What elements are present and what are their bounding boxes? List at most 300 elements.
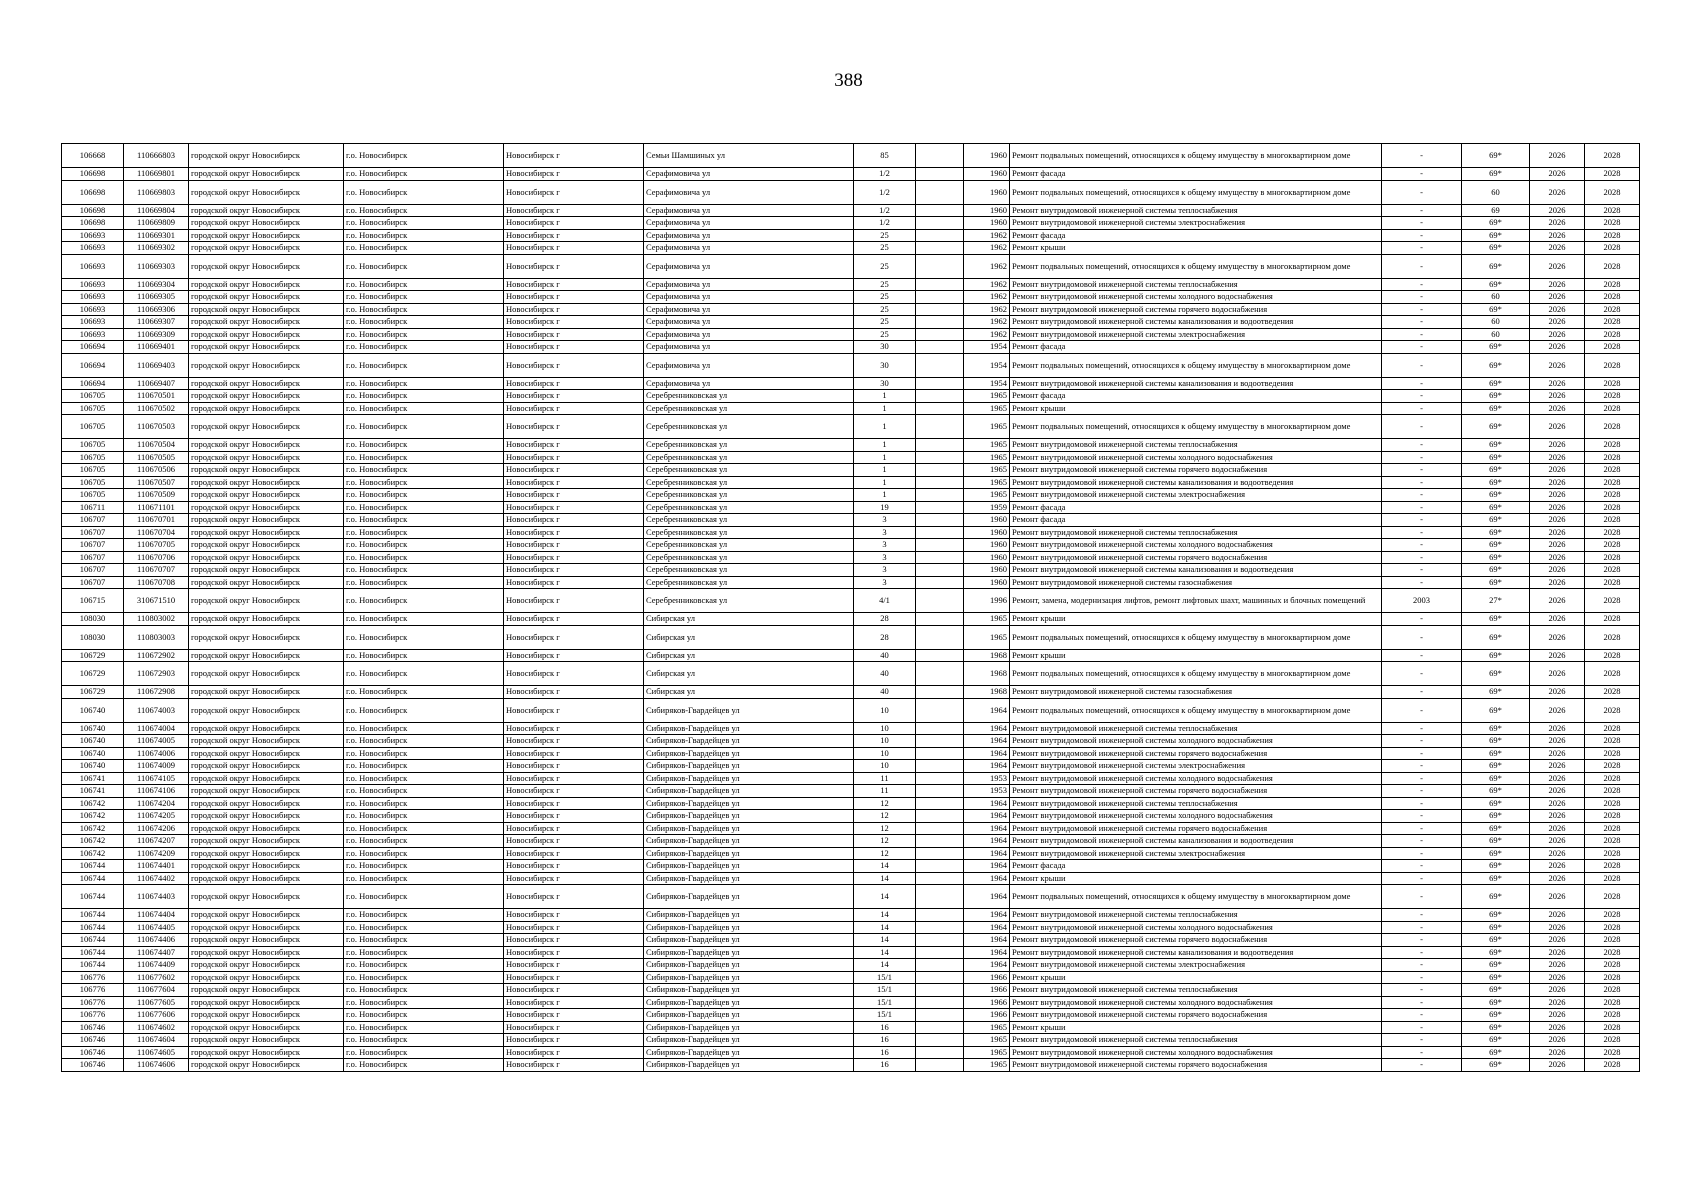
work-type-cell: Ремонт внутридомовой инженерной системы холодного водоснабжения <box>1010 735 1382 748</box>
last-repair-year-cell: - <box>1382 353 1462 377</box>
street-cell: Серафимовича ул <box>644 377 854 390</box>
street-cell: Серафимовича ул <box>644 291 854 304</box>
wear-percent-cell: 69* <box>1462 797 1530 810</box>
house-id-cell: 106705 <box>62 489 124 502</box>
city-cell: Новосибирск г <box>504 698 644 722</box>
building-cell <box>916 291 964 304</box>
work-id-cell: 110674404 <box>124 909 189 922</box>
year-built-cell: 1962 <box>964 291 1010 304</box>
work-type-cell: Ремонт подвальных помещений, относящихся к общему имуществу в многоквартирном доме <box>1010 698 1382 722</box>
work-type-cell: Ремонт фасада <box>1010 501 1382 514</box>
house-id-cell: 106744 <box>62 959 124 972</box>
work-type-cell: Ремонт внутридомовой инженерной системы холодного водоснабжения <box>1010 451 1382 464</box>
house-number-cell: 4/1 <box>854 589 916 613</box>
work-type-cell: Ремонт фасада <box>1010 341 1382 354</box>
settlement-cell: г.о. Новосибирск <box>344 860 504 873</box>
end-year-cell: 2028 <box>1585 785 1640 798</box>
table-row <box>62 797 1640 810</box>
building-cell <box>916 377 964 390</box>
year-built-cell: 1964 <box>964 921 1010 934</box>
work-id-cell: 110670704 <box>124 526 189 539</box>
year-built-cell: 1953 <box>964 785 1010 798</box>
settlement-cell: г.о. Новосибирск <box>344 501 504 514</box>
work-type-cell: Ремонт внутридомовой инженерной системы холодного водоснабжения <box>1010 1046 1382 1059</box>
municipality-cell: городской округ Новосибирск <box>189 576 344 589</box>
work-id-cell: 110671101 <box>124 501 189 514</box>
house-number-cell: 40 <box>854 686 916 699</box>
end-year-cell: 2028 <box>1585 822 1640 835</box>
last-repair-year-cell: - <box>1382 747 1462 760</box>
end-year-cell: 2028 <box>1585 662 1640 686</box>
wear-percent-cell: 69* <box>1462 1059 1530 1072</box>
end-year-cell: 2028 <box>1585 564 1640 577</box>
house-id-cell: 106776 <box>62 1009 124 1022</box>
house-id-cell: 106705 <box>62 415 124 439</box>
year-built-cell: 1966 <box>964 971 1010 984</box>
municipality-cell: городской округ Новосибирск <box>189 242 344 255</box>
end-year-cell: 2028 <box>1585 489 1640 502</box>
last-repair-year-cell: - <box>1382 180 1462 204</box>
start-year-cell: 2026 <box>1530 144 1585 168</box>
municipality-cell: городской округ Новосибирск <box>189 797 344 810</box>
house-number-cell: 14 <box>854 959 916 972</box>
house-id-cell: 106694 <box>62 353 124 377</box>
settlement-cell: г.о. Новосибирск <box>344 613 504 626</box>
table-row <box>62 625 1640 649</box>
house-id-cell: 106729 <box>62 662 124 686</box>
last-repair-year-cell: - <box>1382 242 1462 255</box>
settlement-cell: г.о. Новосибирск <box>344 551 504 564</box>
city-cell: Новосибирск г <box>504 514 644 527</box>
house-number-cell: 3 <box>854 514 916 527</box>
house-number-cell: 14 <box>854 885 916 909</box>
municipality-cell: городской округ Новосибирск <box>189 1021 344 1034</box>
house-id-cell: 106694 <box>62 341 124 354</box>
house-id-cell: 106744 <box>62 921 124 934</box>
start-year-cell: 2026 <box>1530 686 1585 699</box>
work-type-cell: Ремонт внутридомовой инженерной системы канализования и водоотведения <box>1010 564 1382 577</box>
last-repair-year-cell: - <box>1382 341 1462 354</box>
municipality-cell: городской округ Новосибирск <box>189 909 344 922</box>
municipality-cell: городской округ Новосибирск <box>189 934 344 947</box>
last-repair-year-cell: - <box>1382 722 1462 735</box>
work-type-cell: Ремонт внутридомовой инженерной системы электроснабжения <box>1010 760 1382 773</box>
settlement-cell: г.о. Новосибирск <box>344 217 504 230</box>
wear-percent-cell: 69* <box>1462 971 1530 984</box>
last-repair-year-cell: - <box>1382 439 1462 452</box>
start-year-cell: 2026 <box>1530 439 1585 452</box>
end-year-cell: 2028 <box>1585 625 1640 649</box>
settlement-cell: г.о. Новосибирск <box>344 377 504 390</box>
house-id-cell: 106693 <box>62 278 124 291</box>
table-row <box>62 242 1640 255</box>
house-id-cell: 106707 <box>62 551 124 564</box>
year-built-cell: 1960 <box>964 217 1010 230</box>
municipality-cell: городской округ Новосибирск <box>189 501 344 514</box>
year-built-cell: 1960 <box>964 204 1010 217</box>
municipality-cell: городской округ Новосибирск <box>189 204 344 217</box>
last-repair-year-cell: - <box>1382 168 1462 181</box>
start-year-cell: 2026 <box>1530 797 1585 810</box>
last-repair-year-cell: - <box>1382 254 1462 278</box>
settlement-cell: г.о. Новосибирск <box>344 649 504 662</box>
street-cell: Серафимовича ул <box>644 254 854 278</box>
start-year-cell: 2026 <box>1530 822 1585 835</box>
street-cell: Серебренниковская ул <box>644 589 854 613</box>
building-cell <box>916 847 964 860</box>
work-id-cell: 110674003 <box>124 698 189 722</box>
house-number-cell: 25 <box>854 303 916 316</box>
house-number-cell: 15/1 <box>854 984 916 997</box>
wear-percent-cell: 69* <box>1462 551 1530 564</box>
start-year-cell: 2026 <box>1530 860 1585 873</box>
work-type-cell: Ремонт внутридомовой инженерной системы теплоснабжения <box>1010 722 1382 735</box>
work-type-cell: Ремонт внутридомовой инженерной системы теплоснабжения <box>1010 278 1382 291</box>
city-cell: Новосибирск г <box>504 649 644 662</box>
start-year-cell: 2026 <box>1530 735 1585 748</box>
city-cell: Новосибирск г <box>504 564 644 577</box>
house-id-cell: 106707 <box>62 539 124 552</box>
table-row <box>62 1009 1640 1022</box>
building-cell <box>916 353 964 377</box>
work-type-cell: Ремонт крыши <box>1010 872 1382 885</box>
work-type-cell: Ремонт внутридомовой инженерной системы электроснабжения <box>1010 217 1382 230</box>
last-repair-year-cell: - <box>1382 1046 1462 1059</box>
end-year-cell: 2028 <box>1585 539 1640 552</box>
municipality-cell: городской округ Новосибирск <box>189 662 344 686</box>
start-year-cell: 2026 <box>1530 539 1585 552</box>
street-cell: Семьи Шамшиных ул <box>644 144 854 168</box>
wear-percent-cell: 69* <box>1462 722 1530 735</box>
house-number-cell: 14 <box>854 921 916 934</box>
table-row <box>62 489 1640 502</box>
house-id-cell: 106740 <box>62 735 124 748</box>
wear-percent-cell: 69* <box>1462 402 1530 415</box>
settlement-cell: г.о. Новосибирск <box>344 1059 504 1072</box>
street-cell: Серафимовича ул <box>644 341 854 354</box>
end-year-cell: 2028 <box>1585 303 1640 316</box>
year-built-cell: 1954 <box>964 353 1010 377</box>
start-year-cell: 2026 <box>1530 625 1585 649</box>
table-row <box>62 649 1640 662</box>
end-year-cell: 2028 <box>1585 613 1640 626</box>
house-id-cell: 106693 <box>62 328 124 341</box>
last-repair-year-cell: - <box>1382 217 1462 230</box>
house-id-cell: 106698 <box>62 217 124 230</box>
building-cell <box>916 946 964 959</box>
table-row <box>62 735 1640 748</box>
year-built-cell: 1966 <box>964 996 1010 1009</box>
building-cell <box>916 526 964 539</box>
year-built-cell: 1966 <box>964 984 1010 997</box>
wear-percent-cell: 69* <box>1462 229 1530 242</box>
building-cell <box>916 451 964 464</box>
year-built-cell: 1965 <box>964 1059 1010 1072</box>
work-type-cell: Ремонт подвальных помещений, относящихся к общему имуществу в многоквартирном доме <box>1010 254 1382 278</box>
work-id-cell: 110670502 <box>124 402 189 415</box>
table-row <box>62 1046 1640 1059</box>
municipality-cell: городской округ Новосибирск <box>189 144 344 168</box>
year-built-cell: 1965 <box>964 613 1010 626</box>
end-year-cell: 2028 <box>1585 402 1640 415</box>
city-cell: Новосибирск г <box>504 686 644 699</box>
street-cell: Сибиряков-Гвардейцев ул <box>644 772 854 785</box>
year-built-cell: 1962 <box>964 254 1010 278</box>
building-cell <box>916 1059 964 1072</box>
last-repair-year-cell: - <box>1382 847 1462 860</box>
municipality-cell: городской округ Новосибирск <box>189 390 344 403</box>
street-cell: Серебренниковская ул <box>644 402 854 415</box>
settlement-cell: г.о. Новосибирск <box>344 303 504 316</box>
building-cell <box>916 959 964 972</box>
municipality-cell: городской округ Новосибирск <box>189 686 344 699</box>
end-year-cell: 2028 <box>1585 971 1640 984</box>
municipality-cell: городской округ Новосибирск <box>189 402 344 415</box>
street-cell: Сибиряков-Гвардейцев ул <box>644 872 854 885</box>
settlement-cell: г.о. Новосибирск <box>344 1046 504 1059</box>
work-id-cell: 110670504 <box>124 439 189 452</box>
table-row <box>62 464 1640 477</box>
table-row <box>62 514 1640 527</box>
work-id-cell: 110674207 <box>124 835 189 848</box>
year-built-cell: 1964 <box>964 934 1010 947</box>
table-row <box>62 217 1640 230</box>
end-year-cell: 2028 <box>1585 341 1640 354</box>
work-type-cell: Ремонт внутридомовой инженерной системы холодного водоснабжения <box>1010 291 1382 304</box>
settlement-cell: г.о. Новосибирск <box>344 959 504 972</box>
work-id-cell: 110669801 <box>124 168 189 181</box>
house-number-cell: 3 <box>854 526 916 539</box>
street-cell: Сибиряков-Гвардейцев ул <box>644 810 854 823</box>
work-type-cell: Ремонт внутридомовой инженерной системы теплоснабжения <box>1010 984 1382 997</box>
year-built-cell: 1962 <box>964 229 1010 242</box>
start-year-cell: 2026 <box>1530 971 1585 984</box>
street-cell: Сибиряков-Гвардейцев ул <box>644 835 854 848</box>
work-id-cell: 110669803 <box>124 180 189 204</box>
city-cell: Новосибирск г <box>504 204 644 217</box>
house-number-cell: 1/2 <box>854 180 916 204</box>
settlement-cell: г.о. Новосибирск <box>344 341 504 354</box>
year-built-cell: 1960 <box>964 539 1010 552</box>
house-number-cell: 3 <box>854 539 916 552</box>
end-year-cell: 2028 <box>1585 204 1640 217</box>
city-cell: Новосибирск г <box>504 415 644 439</box>
municipality-cell: городской округ Новосибирск <box>189 959 344 972</box>
street-cell: Сибиряков-Гвардейцев ул <box>644 822 854 835</box>
start-year-cell: 2026 <box>1530 747 1585 760</box>
building-cell <box>916 984 964 997</box>
city-cell: Новосибирск г <box>504 735 644 748</box>
settlement-cell: г.о. Новосибирск <box>344 564 504 577</box>
end-year-cell: 2028 <box>1585 847 1640 860</box>
street-cell: Сибиряков-Гвардейцев ул <box>644 747 854 760</box>
table-row <box>62 996 1640 1009</box>
work-id-cell: 110669305 <box>124 291 189 304</box>
end-year-cell: 2028 <box>1585 946 1640 959</box>
table-row <box>62 144 1640 168</box>
table-row <box>62 278 1640 291</box>
building-cell <box>916 722 964 735</box>
wear-percent-cell: 69* <box>1462 390 1530 403</box>
street-cell: Серебренниковская ул <box>644 514 854 527</box>
year-built-cell: 1964 <box>964 747 1010 760</box>
last-repair-year-cell: - <box>1382 613 1462 626</box>
table-row <box>62 686 1640 699</box>
table-row <box>62 390 1640 403</box>
settlement-cell: г.о. Новосибирск <box>344 797 504 810</box>
year-built-cell: 1959 <box>964 501 1010 514</box>
city-cell: Новосибирск г <box>504 353 644 377</box>
wear-percent-cell: 69* <box>1462 217 1530 230</box>
building-cell <box>916 735 964 748</box>
end-year-cell: 2028 <box>1585 686 1640 699</box>
house-id-cell: 106693 <box>62 229 124 242</box>
street-cell: Серебренниковская ул <box>644 489 854 502</box>
start-year-cell: 2026 <box>1530 1046 1585 1059</box>
start-year-cell: 2026 <box>1530 476 1585 489</box>
city-cell: Новосибирск г <box>504 377 644 390</box>
municipality-cell: городской округ Новосибирск <box>189 451 344 464</box>
work-type-cell: Ремонт крыши <box>1010 242 1382 255</box>
city-cell: Новосибирск г <box>504 476 644 489</box>
house-id-cell: 106744 <box>62 872 124 885</box>
house-number-cell: 1 <box>854 402 916 415</box>
year-built-cell: 1965 <box>964 464 1010 477</box>
settlement-cell: г.о. Новосибирск <box>344 180 504 204</box>
start-year-cell: 2026 <box>1530 489 1585 502</box>
city-cell: Новосибирск г <box>504 501 644 514</box>
start-year-cell: 2026 <box>1530 402 1585 415</box>
settlement-cell: г.о. Новосибирск <box>344 439 504 452</box>
city-cell: Новосибирск г <box>504 772 644 785</box>
start-year-cell: 2026 <box>1530 1034 1585 1047</box>
start-year-cell: 2026 <box>1530 649 1585 662</box>
table-row <box>62 760 1640 773</box>
year-built-cell: 1954 <box>964 341 1010 354</box>
table-row <box>62 847 1640 860</box>
city-cell: Новосибирск г <box>504 217 644 230</box>
building-cell <box>916 872 964 885</box>
house-number-cell: 25 <box>854 291 916 304</box>
city-cell: Новосибирск г <box>504 984 644 997</box>
last-repair-year-cell: - <box>1382 390 1462 403</box>
municipality-cell: городской округ Новосибирск <box>189 722 344 735</box>
work-id-cell: 110670705 <box>124 539 189 552</box>
end-year-cell: 2028 <box>1585 377 1640 390</box>
settlement-cell: г.о. Новосибирск <box>344 229 504 242</box>
work-id-cell: 110666803 <box>124 144 189 168</box>
wear-percent-cell: 69* <box>1462 984 1530 997</box>
municipality-cell: городской округ Новосибирск <box>189 1046 344 1059</box>
house-id-cell: 106693 <box>62 254 124 278</box>
wear-percent-cell: 69* <box>1462 576 1530 589</box>
city-cell: Новосибирск г <box>504 747 644 760</box>
street-cell: Сибиряков-Гвардейцев ул <box>644 934 854 947</box>
work-id-cell: 110674409 <box>124 959 189 972</box>
house-id-cell: 106693 <box>62 316 124 329</box>
building-cell <box>916 797 964 810</box>
settlement-cell: г.о. Новосибирск <box>344 539 504 552</box>
house-number-cell: 25 <box>854 242 916 255</box>
house-id-cell: 106746 <box>62 1021 124 1034</box>
last-repair-year-cell: - <box>1382 772 1462 785</box>
last-repair-year-cell: - <box>1382 303 1462 316</box>
building-cell <box>916 402 964 415</box>
building-cell <box>916 415 964 439</box>
wear-percent-cell: 69* <box>1462 847 1530 860</box>
municipality-cell: городской округ Новосибирск <box>189 772 344 785</box>
building-cell <box>916 921 964 934</box>
wear-percent-cell: 69* <box>1462 254 1530 278</box>
wear-percent-cell: 69* <box>1462 539 1530 552</box>
year-built-cell: 1964 <box>964 946 1010 959</box>
street-cell: Сибиряков-Гвардейцев ул <box>644 971 854 984</box>
municipality-cell: городской округ Новосибирск <box>189 971 344 984</box>
municipality-cell: городской округ Новосибирск <box>189 539 344 552</box>
table-row <box>62 589 1640 613</box>
start-year-cell: 2026 <box>1530 772 1585 785</box>
street-cell: Сибиряков-Гвардейцев ул <box>644 959 854 972</box>
city-cell: Новосибирск г <box>504 872 644 885</box>
end-year-cell: 2028 <box>1585 909 1640 922</box>
work-type-cell: Ремонт фасада <box>1010 229 1382 242</box>
house-id-cell: 106668 <box>62 144 124 168</box>
wear-percent-cell: 60 <box>1462 291 1530 304</box>
house-id-cell: 106705 <box>62 464 124 477</box>
city-cell: Новосибирск г <box>504 785 644 798</box>
house-id-cell: 106707 <box>62 526 124 539</box>
wear-percent-cell: 69* <box>1462 144 1530 168</box>
year-built-cell: 1964 <box>964 872 1010 885</box>
wear-percent-cell: 69* <box>1462 934 1530 947</box>
building-cell <box>916 909 964 922</box>
city-cell: Новосибирск г <box>504 760 644 773</box>
end-year-cell: 2028 <box>1585 328 1640 341</box>
last-repair-year-cell: - <box>1382 810 1462 823</box>
building-cell <box>916 747 964 760</box>
last-repair-year-cell: - <box>1382 316 1462 329</box>
house-number-cell: 10 <box>854 698 916 722</box>
work-id-cell: 110674005 <box>124 735 189 748</box>
year-built-cell: 1962 <box>964 303 1010 316</box>
building-cell <box>916 476 964 489</box>
table-row <box>62 451 1640 464</box>
end-year-cell: 2028 <box>1585 1021 1640 1034</box>
municipality-cell: городской округ Новосибирск <box>189 278 344 291</box>
city-cell: Новосибирск г <box>504 144 644 168</box>
house-number-cell: 12 <box>854 835 916 848</box>
start-year-cell: 2026 <box>1530 180 1585 204</box>
wear-percent-cell: 69* <box>1462 686 1530 699</box>
start-year-cell: 2026 <box>1530 328 1585 341</box>
wear-percent-cell: 69* <box>1462 872 1530 885</box>
work-type-cell: Ремонт внутридомовой инженерной системы газоснабжения <box>1010 576 1382 589</box>
wear-percent-cell: 69* <box>1462 698 1530 722</box>
end-year-cell: 2028 <box>1585 1046 1640 1059</box>
building-cell <box>916 860 964 873</box>
street-cell: Сибиряков-Гвардейцев ул <box>644 946 854 959</box>
last-repair-year-cell: - <box>1382 564 1462 577</box>
start-year-cell: 2026 <box>1530 551 1585 564</box>
house-number-cell: 28 <box>854 613 916 626</box>
street-cell: Сибиряков-Гвардейцев ул <box>644 921 854 934</box>
work-id-cell: 110669302 <box>124 242 189 255</box>
work-type-cell: Ремонт внутридомовой инженерной системы горячего водоснабжения <box>1010 303 1382 316</box>
last-repair-year-cell: - <box>1382 946 1462 959</box>
city-cell: Новосибирск г <box>504 439 644 452</box>
wear-percent-cell: 69* <box>1462 662 1530 686</box>
table-row <box>62 984 1640 997</box>
